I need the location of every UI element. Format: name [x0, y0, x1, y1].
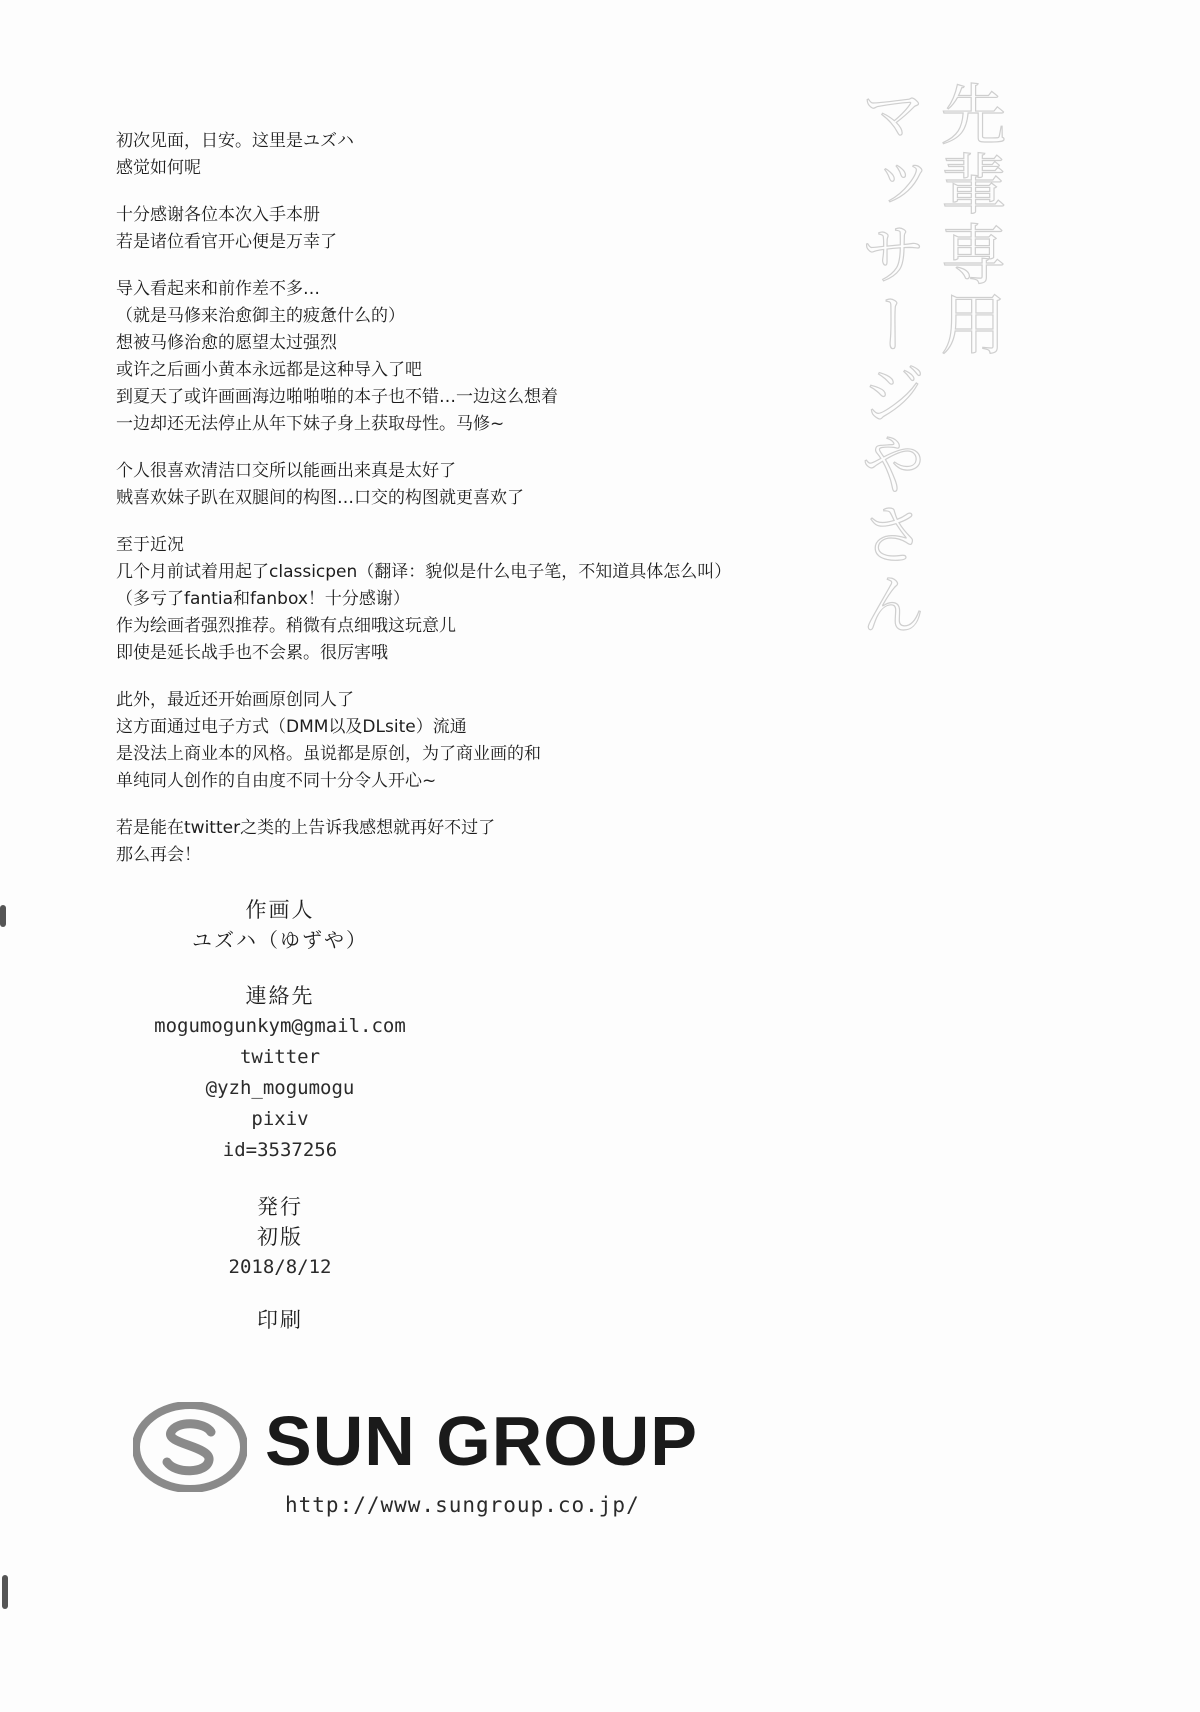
afterword-line: 此外，最近还开始画原创同人了	[116, 690, 354, 710]
afterword-paragraph	[116, 687, 916, 795]
afterword-line: （就是马修来治愈御主的疲惫什么的）	[116, 306, 405, 326]
twitter-handle: @yzh_mogumogu	[205, 1077, 355, 1099]
afterword-line: 至于近况	[116, 535, 184, 555]
sun-group-logo-icon	[133, 1402, 247, 1492]
afterword-line: 那么再会！	[116, 845, 201, 865]
afterword-line: 想被马修治愈的愿望太过强烈	[116, 333, 337, 353]
afterword-paragraph	[116, 532, 916, 667]
issue-heading: 発行	[257, 1195, 303, 1219]
afterword-line: 贼喜欢妹子趴在双腿间的构图…口交的构图就更喜欢了	[116, 488, 524, 508]
ghost-title-line-2: マッサージやさん	[849, 80, 926, 640]
pixiv-label: pixiv	[251, 1108, 309, 1130]
afterword-line: 一边却还无法停止从年下妹子身上获取母性。马修~	[116, 414, 505, 434]
credits	[120, 895, 440, 1335]
afterword-paragraph	[116, 202, 916, 256]
printer-url: http://www.sungroup.co.jp/	[285, 1493, 640, 1517]
afterword-line: 若是能在twitter之类的上告诉我感想就再好不过了	[116, 818, 496, 838]
afterword-line: 个人很喜欢清洁口交所以能画出来真是太好了	[116, 461, 456, 481]
issue-date: 2018/8/12	[228, 1256, 332, 1278]
scan-edge-mark	[0, 905, 6, 927]
afterword-line: 作为绘画者强烈推荐。稍微有点细哦这玩意儿	[116, 616, 456, 636]
afterword-line: 到夏天了或许画画海边啪啪啪的本子也不错…一边这么想着	[116, 387, 558, 407]
afterword-paragraph	[116, 128, 916, 182]
afterword-line: （多亏了fantia和fanbox！十分感谢）	[116, 589, 410, 609]
afterword-paragraph	[116, 815, 916, 869]
artist-name: ユズハ（ゆずや）	[192, 928, 368, 952]
afterword-line: 导入看起来和前作差不多…	[116, 279, 320, 299]
afterword-line: 若是诸位看官开心便是万幸了	[116, 232, 337, 252]
afterword	[116, 128, 916, 889]
afterword-paragraph	[116, 458, 916, 512]
twitter-label: twitter	[239, 1046, 321, 1068]
contact-heading: 連絡先	[245, 984, 315, 1008]
afterword-line: 或许之后画小黄本永远都是这种导入了吧	[116, 360, 422, 380]
afterword-paragraph	[116, 276, 916, 438]
afterword-line: 几个月前试着用起了classicpen（翻译：貌似是什么电子笔，不知道具体怎么叫）	[116, 562, 732, 582]
scan-edge-mark	[2, 1575, 8, 1609]
printer-block	[133, 1402, 733, 1532]
edition-label: 初版	[257, 1225, 303, 1249]
pixiv-id: id=3537256	[222, 1139, 338, 1161]
ghost-title-line-1: 先輩専用	[929, 80, 1006, 360]
printer-name: SUN GROUP	[265, 1402, 698, 1480]
afterword-line: 单纯同人创作的自由度不同十分令人开心~	[116, 771, 437, 791]
afterword-line: 是没法上商业本的风格。虽说都是原创，为了商业画的和	[116, 744, 541, 764]
afterword-line: 这方面通过电子方式（DMM以及DLsite）流通	[116, 717, 467, 737]
afterword-line: 初次见面，日安。这里是ユズハ	[116, 131, 354, 151]
afterword-line: 十分感谢各位本次入手本册	[116, 205, 320, 225]
contact-email: mogumogunkym@gmail.com	[154, 1015, 406, 1037]
artist-heading: 作画人	[245, 898, 315, 922]
afterword-line: 即使是延长战手也不会累。很厉害哦	[116, 643, 388, 663]
afterword-line: 感觉如何呢	[116, 158, 201, 178]
print-heading: 印刷	[257, 1308, 303, 1332]
